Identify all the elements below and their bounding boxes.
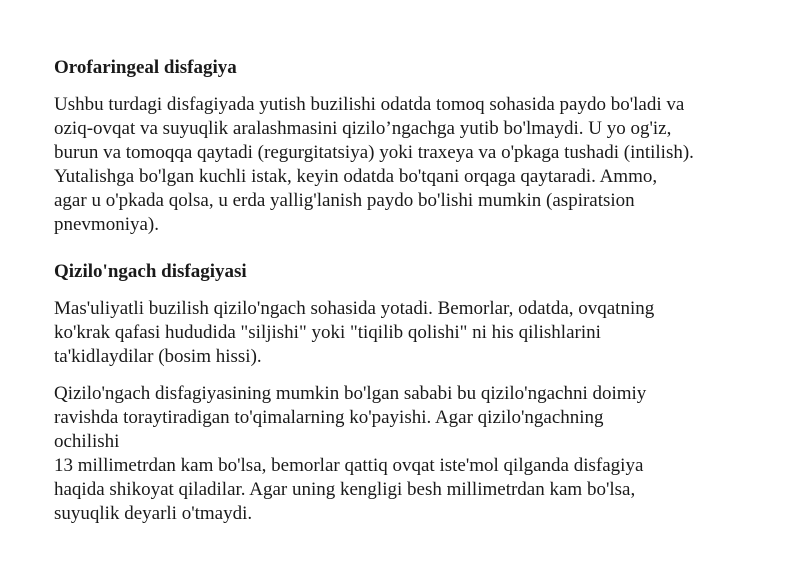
text-line: Mas'uliyatli buzilish qizilo'ngach sohasida yotadi. Bemorlar, odatda, ovqatning (54, 298, 655, 319)
text-line: suyuqlik deyarli o'tmaydi. (54, 503, 253, 524)
document-page (54, 56, 769, 526)
text-line: agar u o'pkada qolsa, u erda yallig'lanish paydo bo'lishi mumkin (aspiratsion (54, 190, 635, 211)
section-heading-orofaringeal: Orofaringeal disfagiya (54, 57, 237, 78)
text-line: Qizilo'ngach disfagiyasining mumkin bo'lgan sababi bu qizilo'ngachni doimiy (54, 383, 647, 404)
text-line: ochilishi (54, 431, 120, 452)
paragraph-qizilongach-2 (54, 382, 769, 526)
text-line: Yutalishga bo'lgan kuchli istak, keyin odatda bo'tqani orqaga qaytaradi. Ammo, (54, 166, 658, 187)
text-line: Ushbu turdagi disfagiyada yutish buzilishi odatda tomoq sohasida paydo bo'ladi va (54, 94, 685, 115)
paragraph-orofaringeal (54, 93, 769, 237)
paragraph-qizilongach-1 (54, 297, 769, 369)
text-line: pnevmoniya). (54, 214, 160, 235)
text-line: ravishda toraytiradigan to'qimalarning ko'payishi. Agar qizilo'ngachning (54, 407, 604, 428)
section-heading-qizilongach: Qizilo'ngach disfagiyasi (54, 261, 247, 282)
text-line: 13 millimetrdan kam bo'lsa, bemorlar qattiq ovqat iste'mol qilganda disfagiya (54, 455, 644, 476)
text-line: ta'kidlaydilar (bosim hissi). (54, 346, 262, 367)
text-line: haqida shikoyat qiladilar. Agar uning kengligi besh millimetrdan kam bo'lsa, (54, 479, 636, 500)
text-line: burun va tomoqqa qaytadi (regurgitatsiya) yoki traxeya va o'pkaga tushadi (intilish). (54, 142, 694, 163)
text-line: oziq-ovqat va suyuqlik aralashmasini qizilo’ngachga yutib bo'lmaydi. U yo og'iz, (54, 118, 672, 139)
text-line: ko'krak qafasi hududida "siljishi" yoki "tiqilib qolishi" ni his qilishlarini (54, 322, 601, 343)
